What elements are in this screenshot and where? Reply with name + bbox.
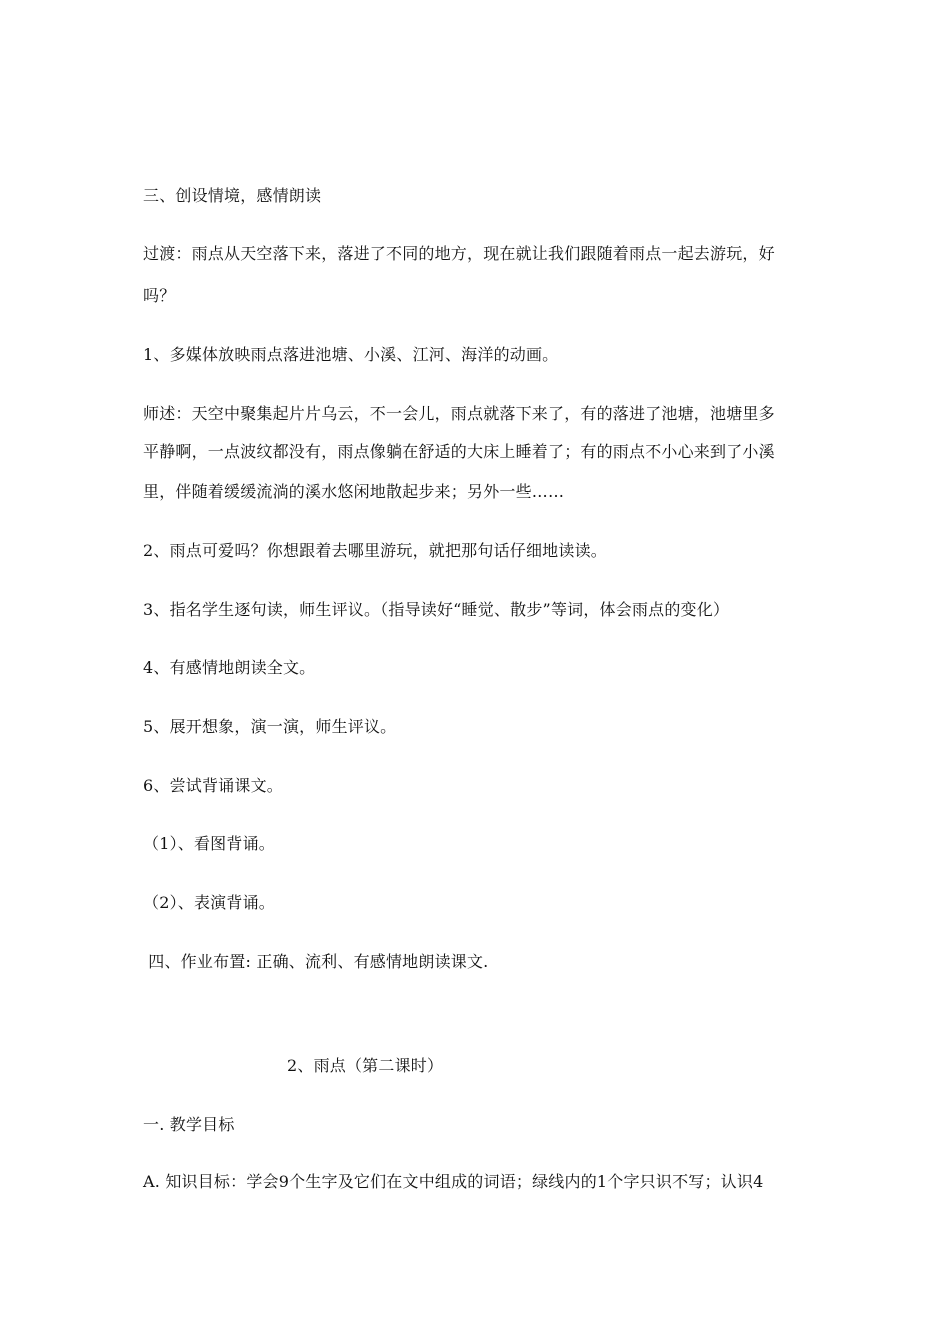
section-heading: 一. 教学目标 bbox=[143, 1115, 235, 1134]
lesson-title: 2、雨点（第二课时） bbox=[287, 1056, 444, 1075]
list-item: 5、展开想象，演一演，师生评议。 bbox=[143, 717, 397, 736]
paragraph-line: 师述：天空中聚集起片片乌云，不一会儿，雨点就落下来了，有的落进了池塘，池塘里多 bbox=[143, 404, 775, 423]
sub-list-item: （2）、表演背诵。 bbox=[143, 893, 275, 912]
paragraph-line: 过渡：雨点从天空落下来，落进了不同的地方，现在就让我们跟随着雨点一起去游玩，好 bbox=[143, 244, 775, 263]
paragraph-line: 平静啊，一点波纹都没有，雨点像躺在舒适的大床上睡着了；有的雨点不小心来到了小溪 bbox=[143, 442, 775, 461]
list-item: 3、指名学生逐句读，师生评议。（指导读好“睡觉、散步”等词，体会雨点的变化） bbox=[143, 600, 730, 619]
paragraph-line: 吗？ bbox=[143, 286, 176, 305]
list-item: 6、尝试背诵课文。 bbox=[143, 776, 283, 795]
section-heading: 三、创设情境，感情朗读 bbox=[143, 186, 322, 205]
section-heading: 四、作业布置: 正确、流利、有感情地朗读课文. bbox=[143, 952, 489, 971]
paragraph-line: A. 知识目标：学会9个生字及它们在文中组成的词语；绿线内的1个字只识不写；认识4 bbox=[143, 1172, 764, 1191]
list-item: 2、雨点可爱吗？你想跟着去哪里游玩，就把那句话仔细地读读。 bbox=[143, 541, 607, 560]
list-item: 4、有感情地朗读全文。 bbox=[143, 658, 316, 677]
paragraph-line: 里，伴随着缓缓流淌的溪水悠闲地散起步来；另外一些…… bbox=[143, 482, 565, 501]
sub-list-item: （1）、看图背诵。 bbox=[143, 834, 275, 853]
list-item: 1、多媒体放映雨点落进池塘、小溪、江河、海洋的动画。 bbox=[143, 345, 559, 364]
